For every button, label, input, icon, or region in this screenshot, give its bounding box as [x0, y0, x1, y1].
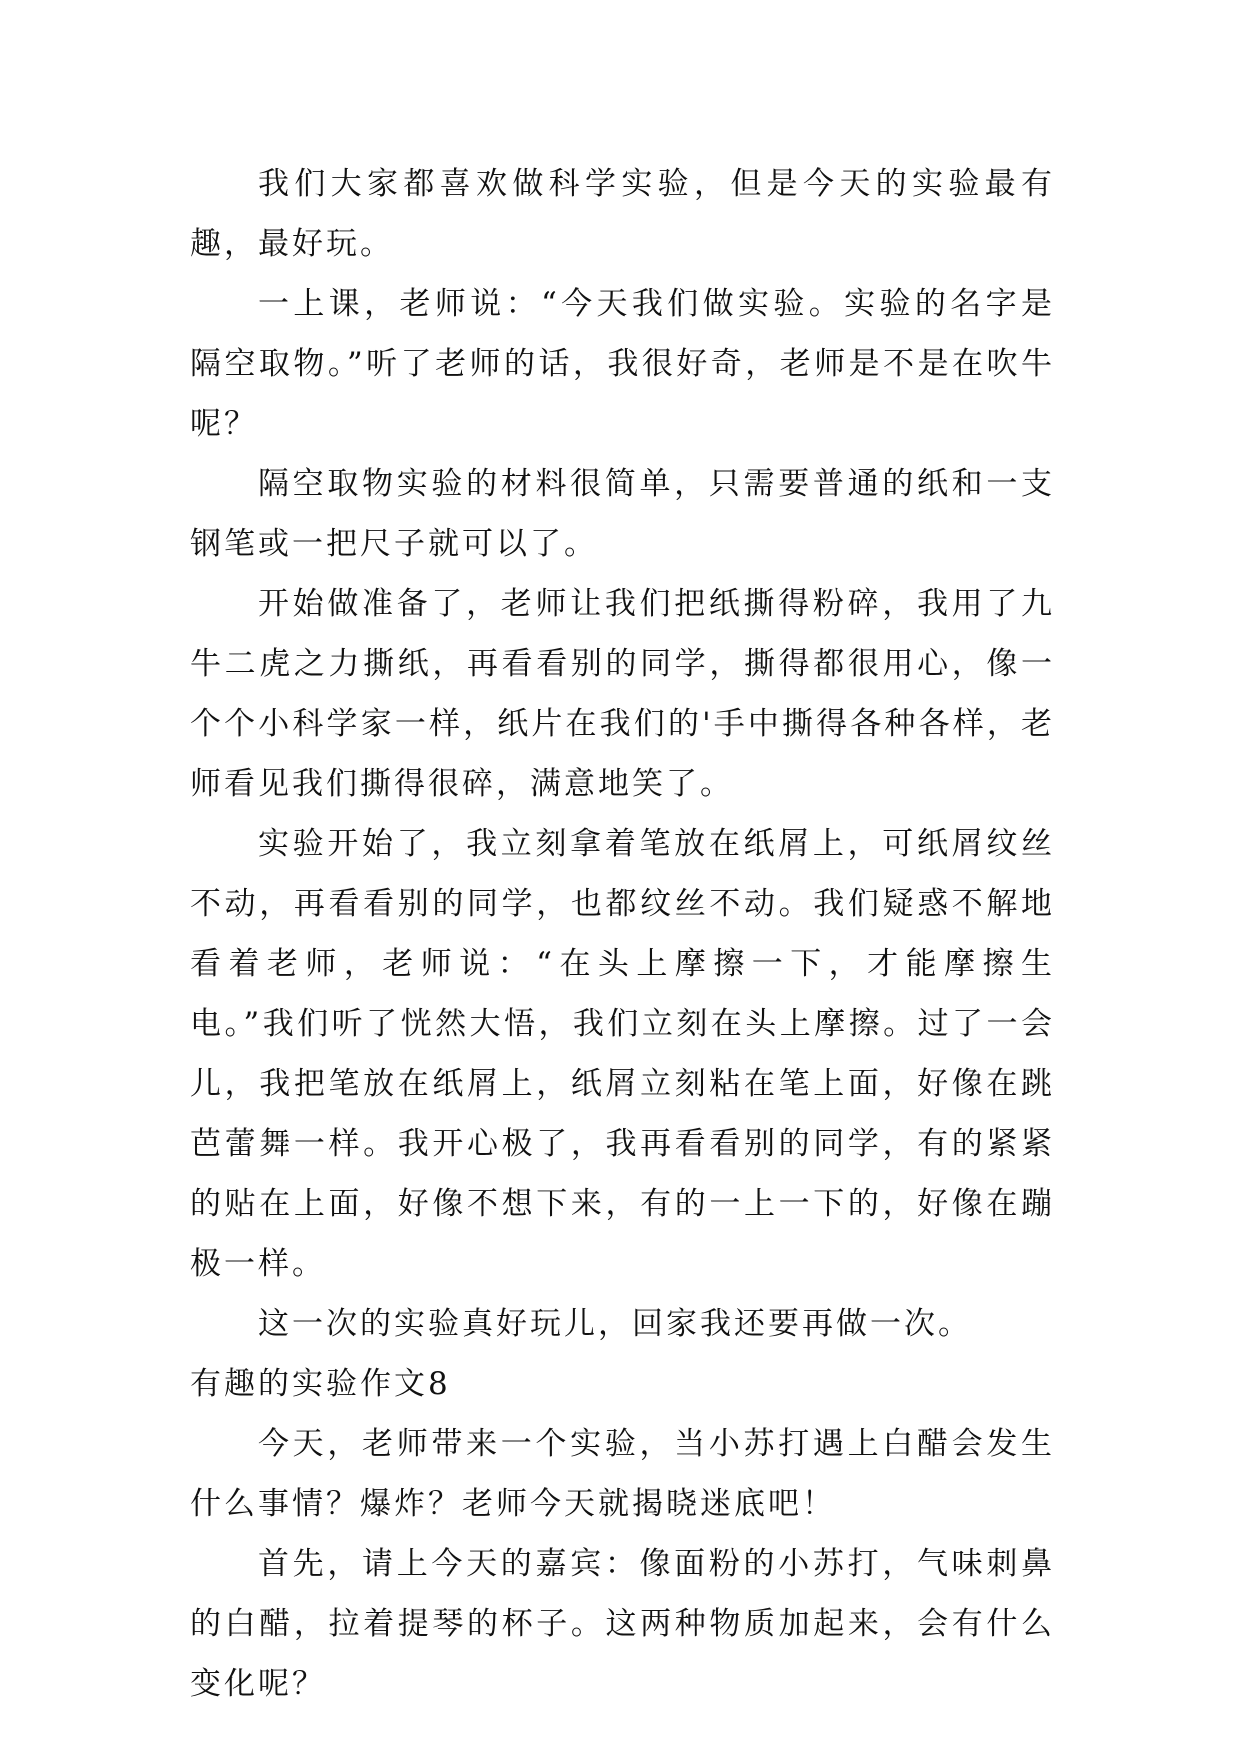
paragraph-6: 这一次的实验真好玩儿，回家我还要再做一次。 — [258, 1306, 972, 1342]
paragraph-3: 隔空取物实验的材料很简单，只需要普通的纸和一支钢笔或一把尺子就可以了。 — [190, 466, 1055, 562]
paragraph-2: 一上课，老师说：“今天我们做实验。实验的名字是隔空取物。”听了老师的话，我很好奇，老师是不是在吹牛呢？ — [190, 286, 1055, 442]
section-heading: 有趣的实验作文8 — [190, 1366, 451, 1402]
document-body — [190, 154, 1055, 1714]
paragraph-5: 实验开始了，我立刻拿着笔放在纸屑上，可纸屑纹丝不动，再看看别的同学，也都纹丝不动。我们疑惑不解地看着老师，老师说：“在头上摩擦一下，才能摩擦生电。”我们听了恍然大悟，我们立刻在头上摩擦。过了一会儿，我把笔放在纸屑上，纸屑立刻粘在笔上面，好像在跳芭蕾舞一样。我开心极了，我再看看别的同学，有的紧紧的贴在上面，好像不想下来，有的一上一下的，好像在蹦极一样。 — [190, 826, 1055, 1282]
paragraph-4: 开始做准备了，老师让我们把纸撕得粉碎，我用了九牛二虎之力撕纸，再看看别的同学，撕得都很用心，像一个个小科学家一样，纸片在我们的'手中撕得各种各样，老师看见我们撕得很碎，满意地笑了。 — [190, 586, 1055, 802]
paragraph-7: 今天，老师带来一个实验，当小苏打遇上白醋会发生什么事情？爆炸？老师今天就揭晓迷底吧！ — [190, 1426, 1055, 1522]
paragraph-1: 我们大家都喜欢做科学实验，但是今天的实验最有趣，最好玩。 — [190, 166, 1055, 262]
paragraph-8: 首先，请上今天的嘉宾：像面粉的小苏打，气味刺鼻的白醋，拉着提琴的杯子。这两种物质加起来，会有什么变化呢？ — [190, 1546, 1055, 1702]
